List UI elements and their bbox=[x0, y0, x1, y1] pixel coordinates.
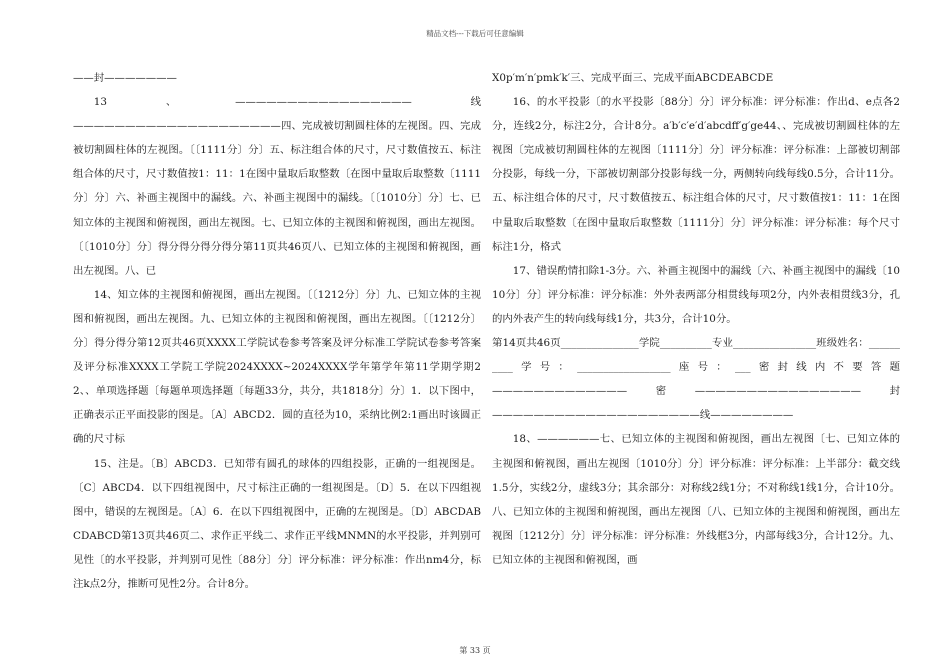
page-header: 精品文档---下载后可任意编辑 bbox=[426, 29, 524, 38]
page-number: 第 33 页 bbox=[459, 646, 491, 655]
paragraph: 18、——————七、已知立体的主视图和俯视图，画出左视图〔七、已知立体的主视图和俯视图，画出左视图〔1010分〕分〕评分标准：评分标准：上半部分：截交线1.5分，实线2分，虚线3分；其余部分：对称线2线1分；不对称线1线1分，合计10分。八、已知立体的主视图和俯视图，画出左视图〔八、已知立体的主视图和俯视图，画出左视图〔1212分〕分〕评分标准：评分标准：外线框3分，内部每线3分，合计12分。九、已知立体的主视图和俯视图，画 bbox=[492, 433, 900, 566]
paragraph: 17、错误酌情扣除1-3分。六、补画主视图中的漏线〔六、补画主视图中的漏线〔1010分〕分〕评分标准：评分标准：外外表两部分相贯线每项2分，内外表相贯线3分，孔的内外表产生的转向线每线1分，共3分，合计10分。 bbox=[492, 264, 900, 325]
left-column bbox=[73, 66, 481, 596]
paragraph: 16、的水平投影〔的水平投影〔88分〕分〕评分标准：评分标准：作出d、e点各2分，连线2分，标注2分，合计8分。a′b′c′e′d′abcdff′g′ge44、、完成被切割圆柱体的左视图〔完成被切割圆柱体的左视图〔1111分〕分〕评分标准：评分标准：上部被切割部分投影，每线一分，下部被切割部分投影每线一分，两侧转向线每线0.5分，合计11分。五、标注组合体的尺寸，尺寸数值按五、标注组合体的尺寸，尺寸数值按1：11：1在图中量取后取整数〔在图中量取后取整数〔1111分〕分〕评分标准：评分标准：每个尺寸标注1分，格式 bbox=[492, 96, 900, 253]
paragraph: X0p′m′n′pmk′k′三、完成平面三、完成平面ABCDEABCDE bbox=[492, 72, 774, 84]
right-column bbox=[492, 66, 900, 572]
paragraph: 15、注是。〔B〕ABCD3．已知带有圆孔的球体的四组投影，正确的一组视图是。〔C〕ABCD4．以下四组视图中，尺寸标注正确的一组视图是。〔D〕5．在以下四组视图中，错误的左视图是。〔A〕6．在以下四组视图中，正确的左视图是。〔D〕ABCDABCDABCD第13页共46页二、求作正平线二、求作正平线MNMN的水平投影，并判别可见性〔的水平投影，并判别可见性〔88分〕分〕评分标准：评分标准：作出nm4分，标注k点2分，推断可见性2分。合计8分。 bbox=[73, 457, 481, 590]
paragraph: 13、—————————————————线————————————————————四、完成被切割圆柱体的左视图。四、完成被切割圆柱体的左视图。〔〔1111分〕分〕五、标注组合体的尺寸，尺寸数值按五、标注组合体的尺寸，尺寸数值按1：11：1在图中量取后取整数〔在图中量取后取整数〔1111分〕分〕六、补画主视图中的漏线。六、补画主视图中的漏线。〔〔1010分〕分〕七、已知立体的主视图和俯视图，画出左视图。七、已知立体的主视图和俯视图，画出左视图。〔〔1010分〕分〕得分得分得分得分第11页共46页八、已知立体的主视图和俯视图，画出左视图。八、已 bbox=[73, 96, 481, 277]
paragraph: ——封——————— bbox=[73, 72, 177, 84]
paragraph: 14、知立体的主视图和俯视图，画出左视图。〔〔1212分〕分〕九、已知立体的主视图和俯视图，画出左视图。九、已知立体的主视图和俯视图，画出左视图。〔〔1212分〕分〕得分得分第12页共46页XXXX工学院试卷参考答案及评分标准工学院试卷参考答案及评分标准XXXX工学院工学院2024XXXX~2024XXXX学年第学年第11学期学期22、、单项选择题〔每题单项选择题〔每题33分，共分，共1818分〕分〕1．以下图中，正确表示正平面投影的图是。〔A〕ABCD2．圆的直径为10，采纳比例2:1画出时该圆正确的尺寸标 bbox=[73, 288, 481, 446]
paragraph: 第14页共46页_______________学院__________专业________________班级姓名：__________学号：__________________座号：___密封线内不要答题—————————————密————————————————封————————————————————线———————— bbox=[492, 337, 900, 422]
